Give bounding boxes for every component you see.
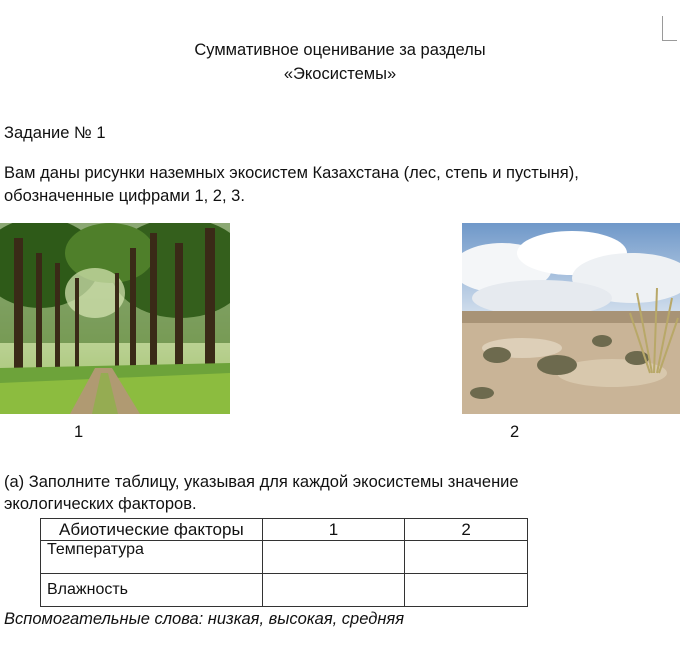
table-cell-answer[interactable] bbox=[405, 541, 528, 574]
semi-desert-photo bbox=[462, 223, 680, 414]
intro-text-line-1: Вам даны рисунки наземных экосистем Казахстана (лес, степь и пустыня), bbox=[4, 164, 579, 182]
table-cell-answer[interactable] bbox=[405, 574, 528, 607]
helper-words bbox=[4, 610, 404, 629]
intro-text-line-2: обозначенные цифрами 1, 2, 3. bbox=[4, 187, 245, 205]
ecological-factors-table bbox=[40, 518, 528, 607]
table-header-ecosystem-2: 2 bbox=[405, 519, 528, 541]
part-a-text-line-1: (а) Заполните таблицу, указывая для каждой экосистемы значение bbox=[4, 473, 519, 491]
table-header-abiotic-factors: Абиотические факторы bbox=[41, 519, 263, 541]
table-header-row bbox=[41, 519, 528, 541]
forest-photo bbox=[0, 223, 230, 414]
figure-2-caption: 2 bbox=[510, 423, 520, 441]
page-corner-mark bbox=[662, 16, 677, 41]
part-a-text-line-2: экологических факторов. bbox=[4, 495, 197, 513]
document-title-line-1: Суммативное оценивание за разделы bbox=[194, 41, 486, 59]
table-cell-answer[interactable] bbox=[262, 541, 405, 574]
document-title-line-2: «Экосистемы» bbox=[283, 65, 397, 83]
figure-1-caption: 1 bbox=[74, 423, 84, 441]
task-heading: Задание № 1 bbox=[4, 124, 106, 142]
table-cell-factor-temperature: Температура bbox=[41, 541, 263, 574]
table-row bbox=[41, 574, 528, 607]
table-cell-answer[interactable] bbox=[262, 574, 405, 607]
helper-words-label: Вспомогательные слова bbox=[4, 610, 199, 628]
table-cell-factor-humidity: Влажность bbox=[41, 574, 263, 607]
table-row bbox=[41, 541, 528, 574]
table-header-ecosystem-1: 1 bbox=[262, 519, 405, 541]
helper-words-list: : низкая, высокая, средняя bbox=[198, 610, 405, 628]
